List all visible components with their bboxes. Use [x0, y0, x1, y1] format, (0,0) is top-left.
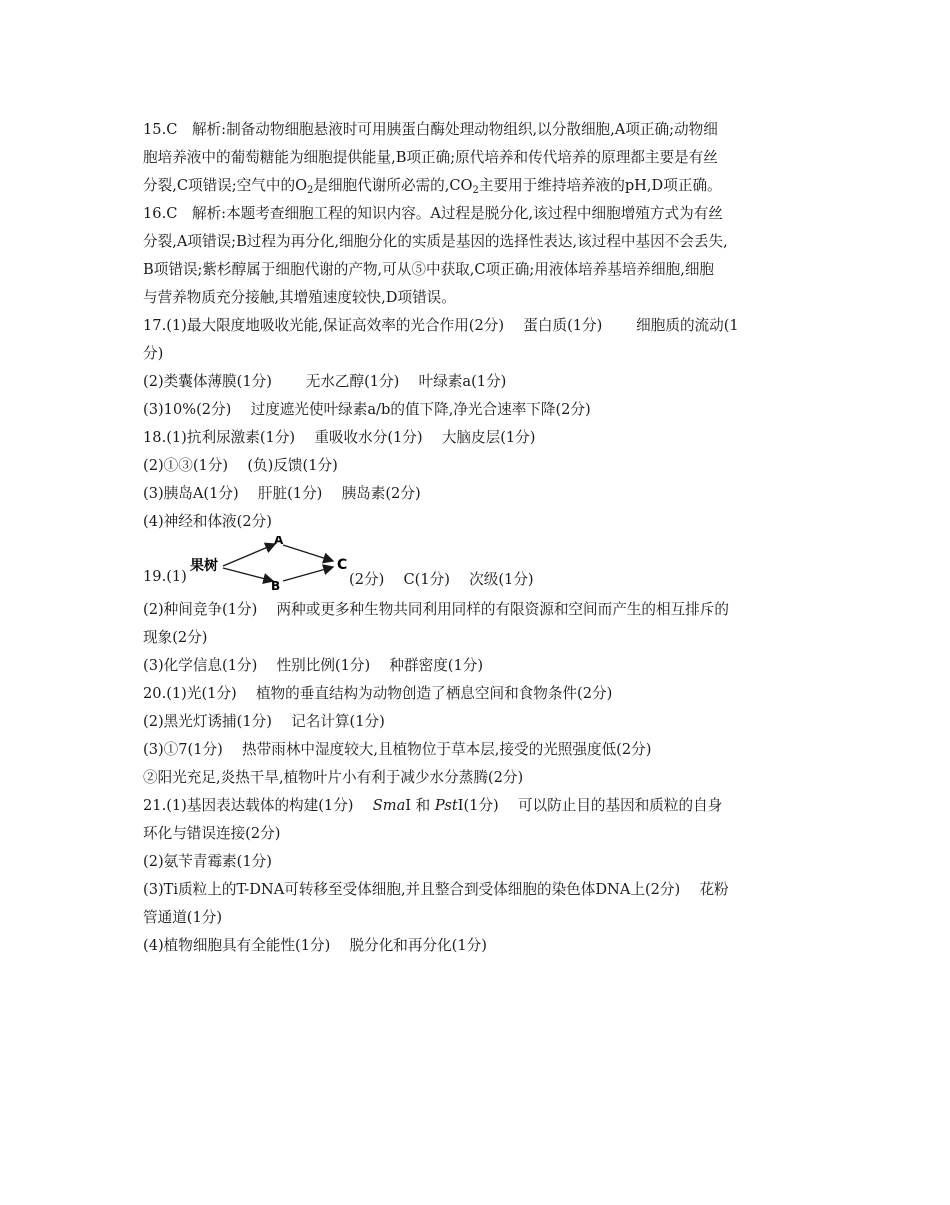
arrow-a-to-c [283, 545, 333, 561]
q19-line-2: (2)种间竞争(1分) 两种或更多种生物共同利用同样的有限资源和空间而产生的相互排斥的 [143, 601, 729, 618]
q15-line-2: 胞培养液中的葡萄糖能为细胞提供能量,B项正确;原代培养和传代培养的原理都主要是有丝 [143, 149, 718, 166]
o2-subscript: 2 [307, 185, 314, 196]
q15-line-1: 15.C 解析:制备动物细胞悬液时可用胰蛋白酶处理动物组织,以分散细胞,A项正确;动物细 [143, 121, 718, 138]
q19-suffix: (2分) C(1分) 次级(1分) [349, 571, 534, 588]
q19-line-4: (3)化学信息(1分) 性别比例(1分) 种群密度(1分) [143, 657, 484, 674]
q15-line-3-part-c: 主要用于维持培养液的pH,D项正确。 [478, 177, 722, 194]
q17-line-1: 17.(1)最大限度地吸收光能,保证高效率的光合作用(2分) 蛋白质(1分) 细胞质的流动(1 [143, 317, 739, 334]
q15-line-3-part-b: 是细胞代谢所必需的,CO [313, 177, 473, 194]
q20-line-1: 20.(1)光(1分) 植物的垂直结构为动物创造了栖息空间和食物条件(2分) [143, 685, 613, 702]
q20-line-4: ②阳光充足,炎热干旱,植物叶片小有利于减少水分蒸腾(2分) [143, 769, 524, 786]
q15-line-3 [143, 172, 823, 200]
arrow-b-to-c [283, 567, 333, 581]
q21-line-1-part-c: Ⅰ(1分) 可以防止目的基因和质粒的自身 [457, 797, 723, 814]
q21-line-1-part-a: 21.(1)基因表达载体的构建(1分) [143, 797, 373, 814]
arrow-source-to-b [223, 568, 273, 581]
q16-line-2: 分裂,A项错误;B过程为再分化,细胞分化的实质是基因的选择性表达,该过程中基因不会丢失, [143, 233, 728, 250]
q20-line-3: (3)①7(1分) 热带雨林中湿度较大,且植物位于草本层,接受的光照强度低(2分) [143, 741, 652, 758]
q17-line-2: 分) [143, 345, 164, 362]
diagram-node-c: C [337, 557, 348, 573]
answer-page [143, 116, 823, 960]
enzyme-sma: Sma [372, 797, 406, 814]
diagram-node-b: B [271, 579, 281, 592]
q16-line-4: 与营养物质充分接触,其增殖速度较快,D项错误。 [143, 289, 456, 306]
q21-line-4: (3)Ti质粒上的T-DNA可转移至受体细胞,并且整合到受体细胞的染色体DNA上(2分) 花粉 [143, 881, 729, 898]
q16-line-3: B项错误;紫杉醇属于细胞代谢的产物,可从⑤中获取,C项正确;用液体培养基培养细胞,细胞 [143, 261, 715, 278]
enzyme-pst: Pst [434, 797, 458, 814]
q21-line-3: (2)氨苄青霉素(1分) [143, 853, 272, 870]
q20-line-2: (2)黑光灯诱捕(1分) 记名计算(1分) [143, 713, 385, 730]
q18-line-1: 18.(1)抗利尿激素(1分) 重吸收水分(1分) 大脑皮层(1分) [143, 429, 536, 446]
q21-line-5: 管通道(1分) [143, 909, 223, 926]
q17-line-3: (2)类囊体薄膜(1分) 无水乙醇(1分) 叶绿素a(1分) [143, 373, 507, 390]
q15-line-3-part-a: 分裂,C项错误;空气中的O [143, 177, 308, 194]
arrow-source-to-a [223, 544, 275, 566]
q21-line-1 [143, 792, 823, 820]
q21-line-6: (4)植物细胞具有全能性(1分) 脱分化和再分化(1分) [143, 937, 487, 954]
q19-prefix: 19.(1) [143, 568, 187, 585]
q19-diagram-row [143, 536, 823, 592]
diagram-node-a: A [274, 536, 284, 547]
food-web-diagram [187, 536, 367, 592]
q17-line-4: (3)10%(2分) 过度遮光使叶绿素a/b的值下降,净光合速率下降(2分) [143, 401, 591, 418]
q16-line-1: 16.C 解析:本题考查细胞工程的知识内容。A过程是脱分化,该过程中细胞增殖方式为有丝 [143, 205, 723, 222]
q18-line-3: (3)胰岛A(1分) 肝脏(1分) 胰岛素(2分) [143, 485, 421, 502]
q18-line-2: (2)①③(1分) (负)反馈(1分) [143, 457, 338, 474]
co2-subscript: 2 [472, 185, 479, 196]
diagram-source-label: 果树 [190, 558, 218, 574]
q18-line-4: (4)神经和体液(2分) [143, 513, 272, 530]
q19-line-3: 现象(2分) [143, 629, 208, 646]
q21-line-2: 环化与错误连接(2分) [143, 825, 281, 842]
q21-line-1-part-b: Ⅰ 和 [405, 797, 435, 814]
